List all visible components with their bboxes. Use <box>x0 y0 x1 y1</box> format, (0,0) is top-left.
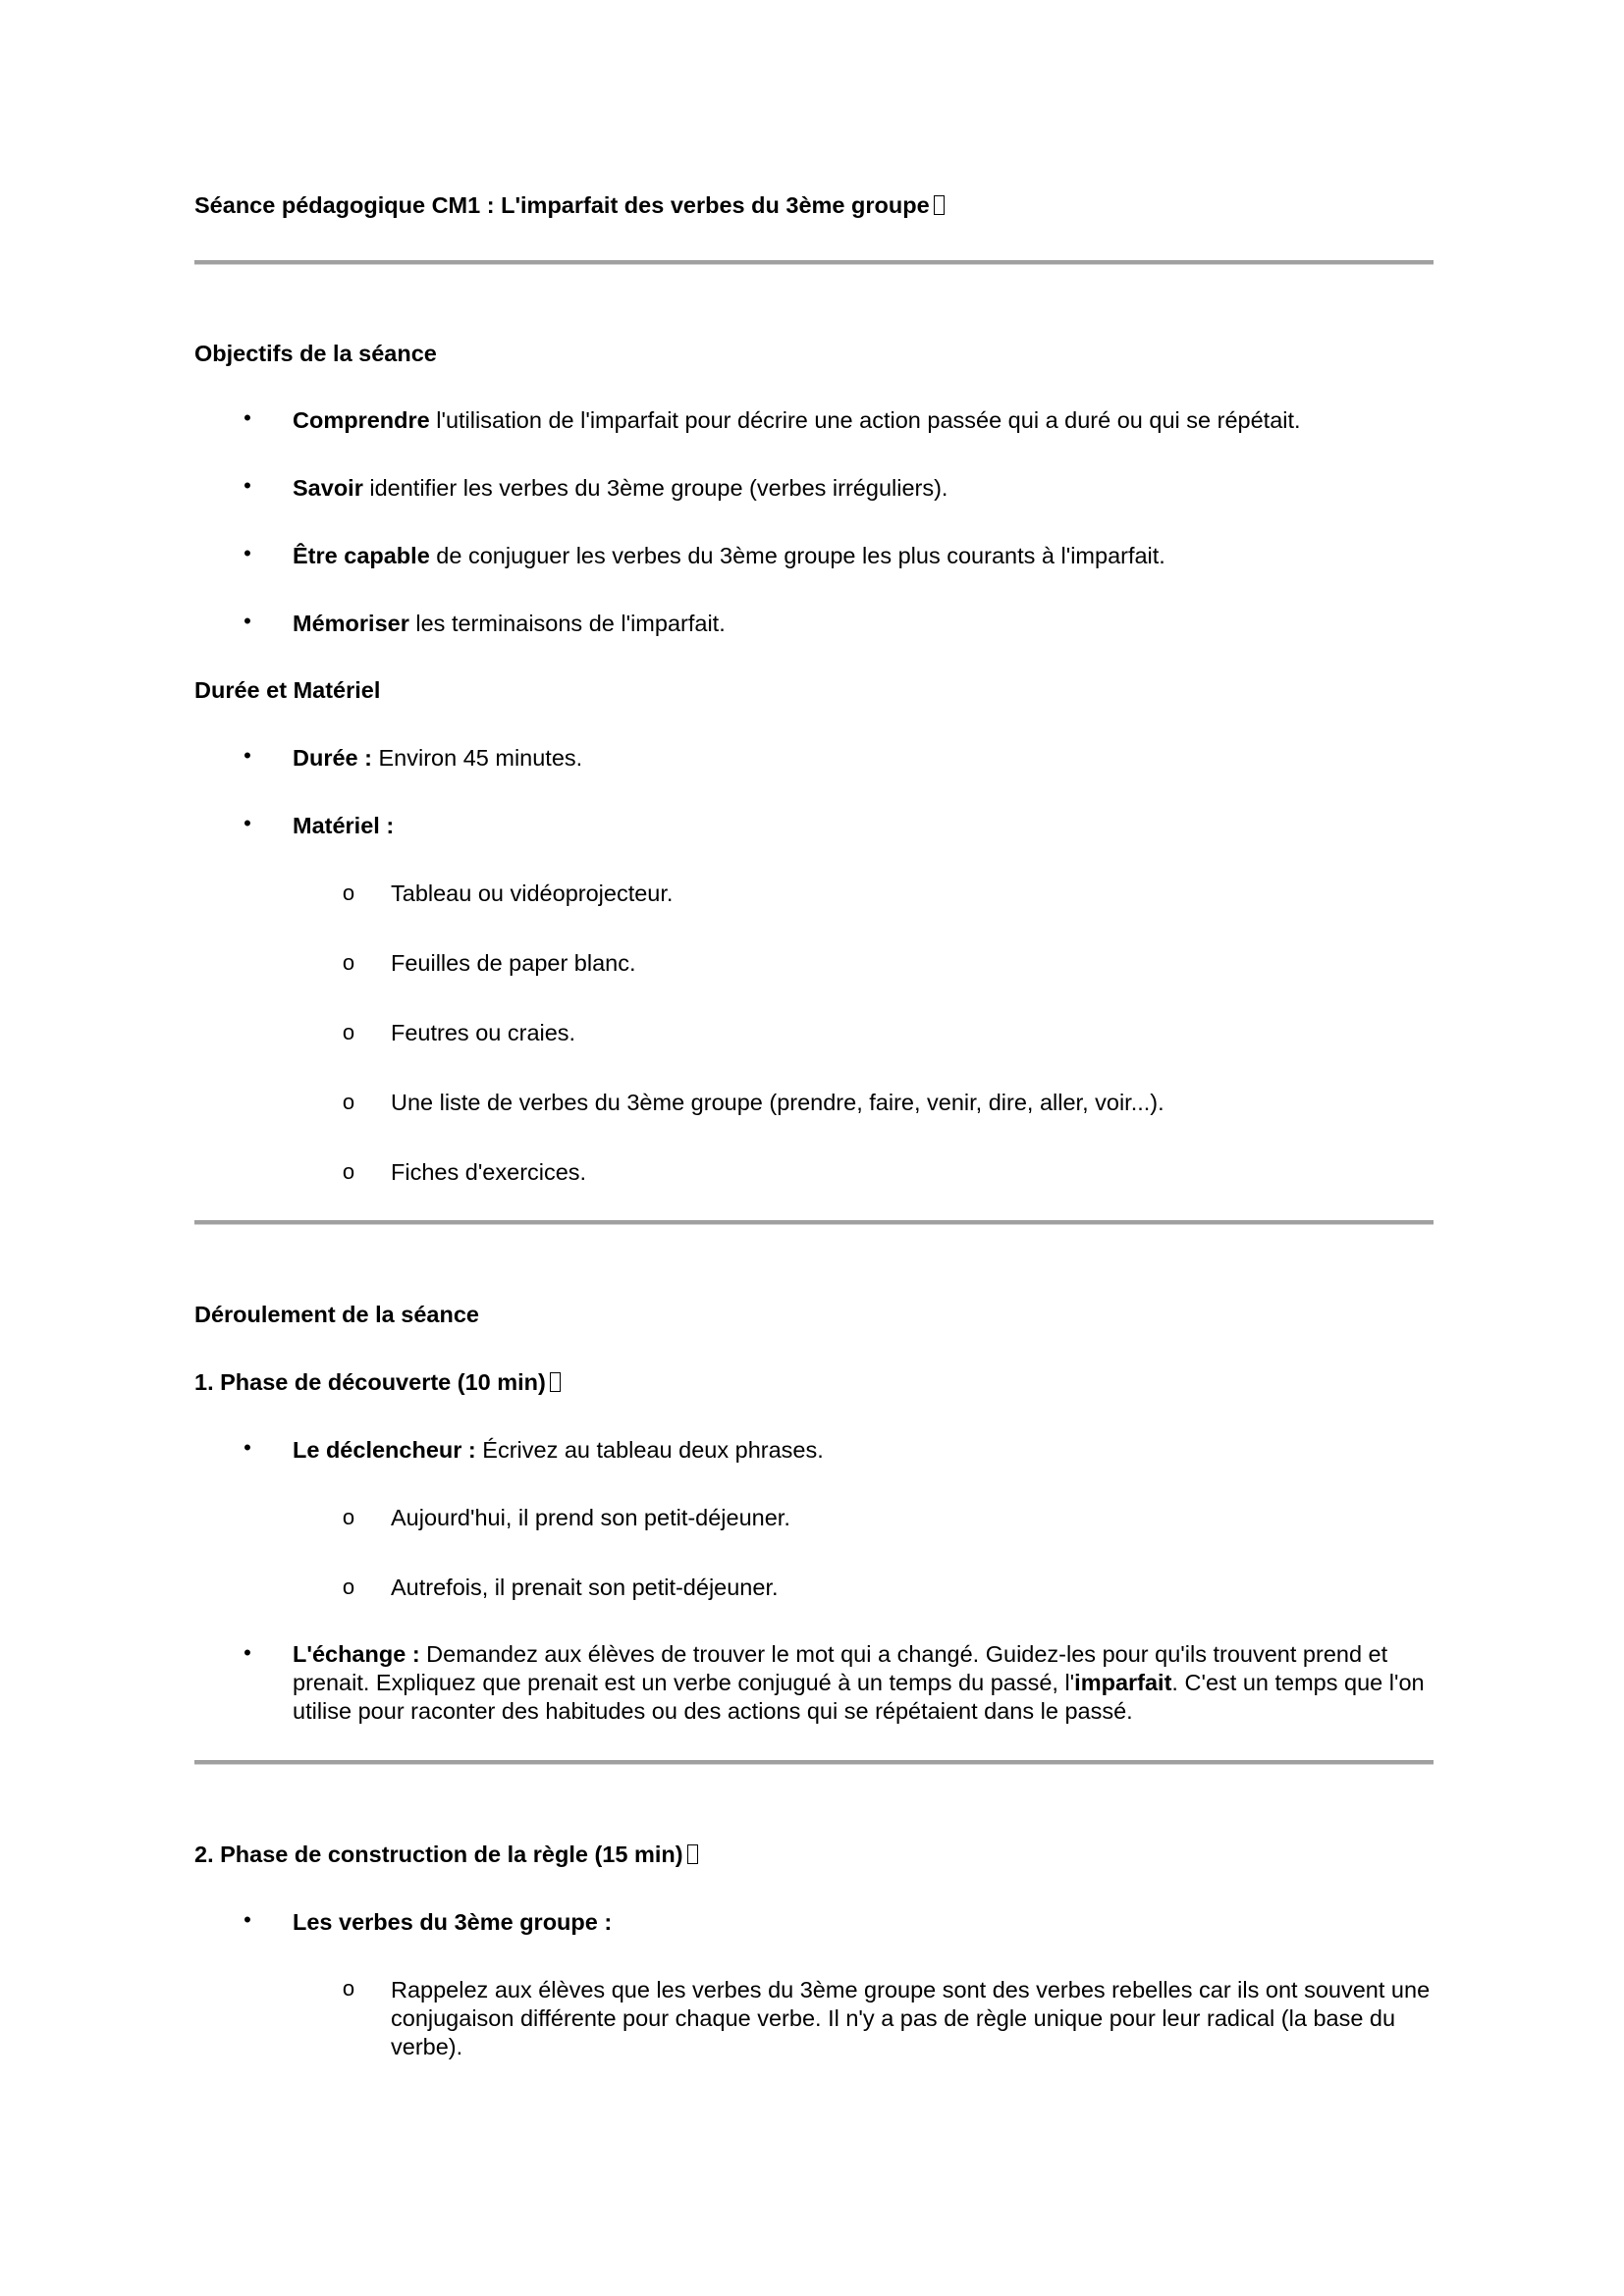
example-sentence: Aujourd'hui, il prend son petit-déjeuner. <box>391 1505 790 1530</box>
objective-text: l'utilisation de l'imparfait pour décrire une action passée qui a duré ou qui se répétait. <box>429 407 1301 433</box>
exchange-text-end: . C'est un temps que l'on utilise pour raconter des habitudes ou des actions qui se répétaient dans le passé. <box>293 1670 1425 1724</box>
material-item: Une liste de verbes du 3ème groupe (prendre, faire, venir, dire, aller, voir...). <box>391 1090 1164 1115</box>
objective-text: de conjuguer les verbes du 3ème groupe les plus courants à l'imparfait. <box>429 543 1165 568</box>
sub-bullet-icon: o <box>342 1020 355 1044</box>
exchange-item <box>293 1640 1437 1726</box>
sub-bullet-icon: o <box>342 1575 355 1599</box>
bullet-icon: • <box>244 1640 251 1665</box>
objective-text: identifier les verbes du 3ème groupe (verbes irréguliers). <box>362 475 948 501</box>
sub-bullet-icon: o <box>342 881 355 905</box>
sub-bullet-icon: o <box>342 1090 355 1114</box>
section-heading-duration: Durée et Matériel <box>194 677 381 703</box>
trigger-text: Écrivez au tableau deux phrases. <box>475 1437 824 1463</box>
group-item: Rappelez aux élèves que les verbes du 3ème groupe sont des verbes rebelles car ils ont souvent une conjugaison différente pour chaque verbe. Il n'y a pas de règle unique pour leur radical (la base du verbe). <box>391 1977 1431 2059</box>
missing-glyph-icon <box>934 195 945 215</box>
horizontal-divider <box>194 1220 1434 1225</box>
duration-label: Durée : <box>293 745 372 771</box>
missing-glyph-icon <box>550 1372 561 1392</box>
duration-value: Environ 45 minutes. <box>371 745 583 771</box>
objective-text: les terminaisons de l'imparfait. <box>408 611 726 636</box>
bullet-icon: • <box>244 743 251 768</box>
objective-keyword: Comprendre <box>293 407 430 433</box>
horizontal-divider <box>194 1760 1434 1765</box>
objective-keyword: Savoir <box>293 475 363 501</box>
exchange-label: L'échange : <box>293 1641 420 1667</box>
material-label: Matériel : <box>293 813 395 838</box>
phase1-title-text: 1. Phase de découverte (10 min) <box>194 1369 546 1395</box>
bullet-icon: • <box>244 811 251 835</box>
sub-bullet-icon: o <box>342 1505 355 1529</box>
objective-keyword: Être capable <box>293 543 430 568</box>
bullet-icon: • <box>244 473 251 498</box>
material-item: Fiches d'exercices. <box>391 1159 587 1185</box>
sub-bullet-icon: o <box>342 1976 355 2001</box>
objective-item <box>293 407 1301 434</box>
horizontal-divider <box>194 260 1434 265</box>
section-heading-progress: Déroulement de la séance <box>194 1302 479 1327</box>
duration-item <box>293 745 582 772</box>
group-label: Les verbes du 3ème groupe : <box>293 1909 613 1935</box>
phase1-title <box>194 1369 561 1396</box>
material-item: Feuilles de paper blanc. <box>391 950 636 976</box>
bullet-icon: • <box>244 541 251 565</box>
section-heading-objectives: Objectifs de la séance <box>194 341 437 366</box>
exchange-keyword: imparfait <box>1074 1670 1172 1695</box>
example-sentence: Autrefois, il prenait son petit-déjeuner. <box>391 1575 779 1600</box>
objective-item <box>293 543 1165 569</box>
trigger-item <box>293 1437 824 1464</box>
bullet-icon: • <box>244 405 251 430</box>
objective-item <box>293 475 947 502</box>
phase2-title-text: 2. Phase de construction de la règle (15 min) <box>194 1842 683 1867</box>
material-item: Tableau ou vidéoprojecteur. <box>391 881 674 906</box>
phase2-title <box>194 1842 698 1868</box>
sub-bullet-icon: o <box>342 1159 355 1184</box>
missing-glyph-icon <box>687 1844 698 1864</box>
material-item: Feutres ou craies. <box>391 1020 576 1045</box>
sub-bullet-icon: o <box>342 950 355 975</box>
bullet-icon: • <box>244 1435 251 1460</box>
page-title-text: Séance pédagogique CM1 : L'imparfait des verbes du 3ème groupe <box>194 192 930 218</box>
objective-item <box>293 611 726 637</box>
objective-keyword: Mémoriser <box>293 611 409 636</box>
page-title <box>194 192 945 219</box>
bullet-icon: • <box>244 1907 251 1932</box>
trigger-label: Le déclencheur : <box>293 1437 476 1463</box>
exchange-text: Demandez aux élèves de trouver le mot qui a changé. Guidez-les pour qu'ils trouvent prend et prenait. Expliquez que prenait est un verbe conjugué à un temps du passé, l' <box>293 1641 1388 1695</box>
bullet-icon: • <box>244 609 251 633</box>
